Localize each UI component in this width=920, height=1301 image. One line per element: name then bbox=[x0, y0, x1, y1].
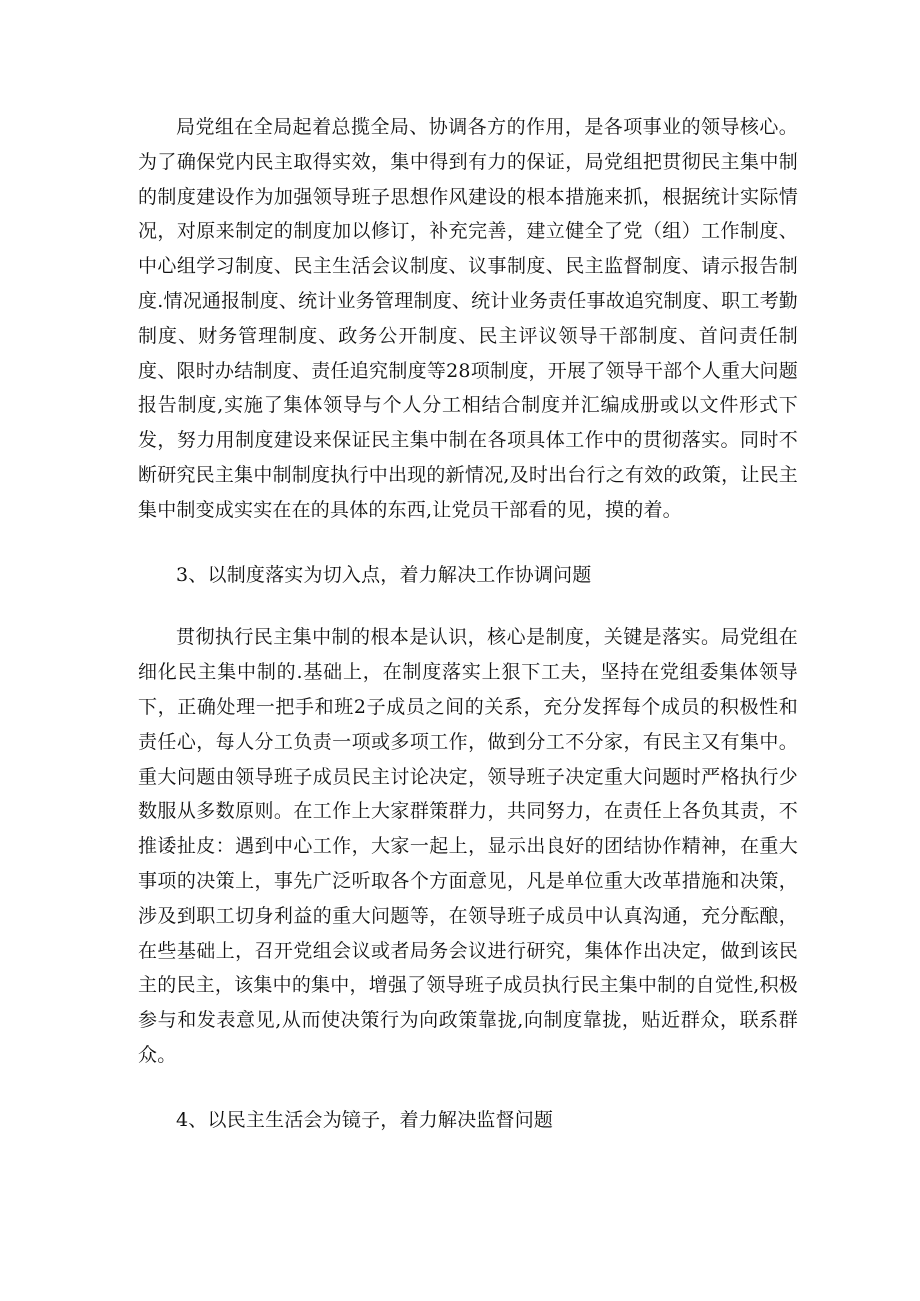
document-page bbox=[138, 110, 798, 1138]
body-paragraph-1: 局党组在全局起着总揽全局、协调各方的作用，是各项事业的领导核心。为了确保党内民主取得实效，集中得到有力的保证，局党组把贯彻民主集中制的制度建设作为加强领导班子思想作风建设的根本措施来抓，根据统计实际情况，对原来制定的制度加以修订，补充完善，建立健全了党（组）工作制度、中心组学习制度、民主生活会议制度、议事制度、民主监督制度、请示报告制度.情况通报制度、统计业务管理制度、统计业务责任事故追究制度、职工考勤制度、财务管理制度、政务公开制度、民主评议领导干部制度、首问责任制度、限时办结制度、责任追究制度等28项制度，开展了领导干部个人重大问题报告制度,实施了集体领导与个人分工相结合制度并汇编成册或以文件形式下发，努力用制度建设来保证民主集中制在各项具体工作中的贯彻落实。同时不断研究民主集中制制度执行中出现的新情况,及时出台行之有效的政策，让民主集中制变成实实在在的具体的东西,让党员干部看的见，摸的着。 bbox=[138, 116, 798, 521]
spacer bbox=[138, 528, 798, 558]
spacer bbox=[138, 592, 798, 620]
spacer bbox=[138, 1073, 798, 1103]
body-paragraph-2: 贯彻执行民主集中制的根本是认识，核心是制度，关键是落实。局党组在细化民主集中制的.基础上，在制度落实上狠下工夫，坚持在党组委集体领导下，正确处理一把手和班2子成员之间的关系，充分发挥每个成员的积极性和责任心，每人分工负责一项或多项工作，做到分工不分家，有民主又有集中。重大问题由领导班子成员民主讨论决定，领导班子决定重大问题时严格执行少数服从多数原则。在工作上大家群策群力，共同努力，在责任上各负其责，不推诿扯皮：遇到中心工作，大家一起上，显示出良好的团结协作精神，在重大事项的决策上，事先广泛听取各个方面意见，凡是单位重大改革措施和决策，涉及到职工切身利益的重大问题等，在领导班子成员中认真沟通，充分酝酿，在些基础上，召开党组会议或者局务会议进行研究，集体作出决定，做到该民主的民主，该集中的集中，增强了领导班子成员执行民主集中制的自觉性,积极参与和发表意见,从而使决策行为向政策靠拢,向制度靠拢，贴近群众，联系群众。 bbox=[138, 626, 798, 1066]
section-heading-3: 3、以制度落实为切入点，着力解决工作协调问题 bbox=[176, 563, 592, 586]
section-heading-4: 4、以民主生活会为镜子，着力解决监督问题 bbox=[176, 1108, 554, 1131]
